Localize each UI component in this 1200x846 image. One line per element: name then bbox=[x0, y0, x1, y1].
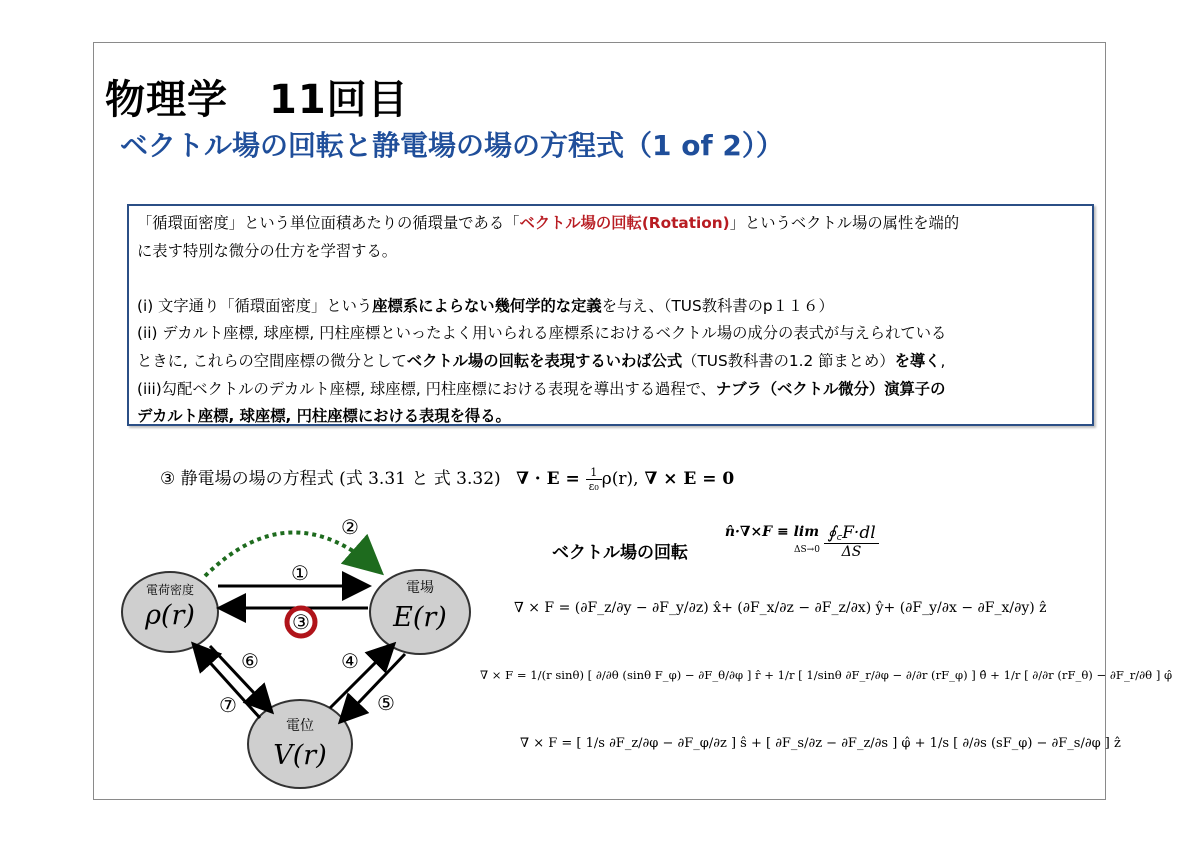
page-title: 物理学 11回目 bbox=[105, 77, 409, 123]
label-2: ② bbox=[341, 515, 359, 539]
summary-line-2: に表す特別な微分の仕方を学習する。 bbox=[137, 241, 398, 260]
summary-line-6: (iii)勾配ベクトルのデカルト座標, 球座標, 円柱座標における表現を導出する過程で、ナブラ（ベクトル微分）演算子の bbox=[137, 379, 946, 398]
field-equations-line: ③ 静電場の場の方程式 (式 3.31 と 式 3.32) ∇ · E = $\frac{1}{\text{ε₀}}$ ρ(r), ∇ × E = 0 bbox=[160, 465, 735, 493]
summary-box bbox=[127, 204, 1094, 426]
summary-line-3: (i) 文字通り「循環面密度」という座標系によらない幾何学的な定義を与え、（TUS教科書のp１１６） bbox=[137, 296, 834, 315]
curl-cylindrical: ∇ × F = [ 1/s ∂F_z/∂φ − ∂F_φ/∂z ] ŝ + [ ∂F_s/∂z − ∂F_z/∂s ] φ̂ + 1/s [ ∂/∂s (sF_φ) − ∂F_s/∂φ ] ẑ bbox=[520, 736, 1121, 751]
curl-spherical: ∇ × F = 1/(r sinθ) [ ∂/∂θ (sinθ F_φ) − ∂F_θ/∂φ ] r̂ + 1/r [ 1/sinθ ∂F_r/∂φ − ∂/∂r (rF_φ) ] θ̂ + 1/r [ ∂/∂r (rF_θ) − ∂F_r/∂θ ] φ̂ bbox=[480, 668, 1173, 682]
summary-line-7: デカルト座標, 球座標, 円柱座標における表現を得る。 bbox=[137, 407, 511, 426]
summary-line-5: ときに, これらの空間座標の微分としてベクトル場の回転を表現するいわば公式（TUS教科書の1.2 節まとめ）を導く, bbox=[137, 351, 946, 370]
v-symbol: V(r) bbox=[273, 740, 327, 771]
relation-diagram bbox=[110, 512, 480, 802]
e-label: 電場 bbox=[406, 580, 434, 596]
label-3: ③ bbox=[292, 610, 310, 634]
label-5: ⑤ bbox=[377, 691, 395, 715]
label-6: ⑥ bbox=[241, 649, 259, 673]
rho-label: 電荷密度 bbox=[145, 583, 195, 597]
v-label: 電位 bbox=[286, 718, 314, 734]
rho-symbol: ρ(r) bbox=[145, 600, 195, 631]
label-4: ④ bbox=[341, 649, 359, 673]
label-1: ① bbox=[291, 561, 309, 585]
summary-line-1: 「循環面密度」という単位面積あたりの循環量である「ベクトル場の回転(Rotation)」というベクトル場の属性を端的 bbox=[137, 214, 960, 232]
page-subtitle: ベクトル場の回転と静電場の場の方程式（1 of 2）） bbox=[120, 129, 784, 162]
label-7: ⑦ bbox=[219, 693, 237, 717]
rotation-label: ベクトル場の回転 bbox=[552, 543, 688, 563]
rotation-definition: n̂·∇×F ≡ lim ΔS→0 $\frac{∮꜀F\cdot dl}{\Delta S}$ bbox=[724, 520, 879, 560]
e-symbol: E(r) bbox=[393, 602, 447, 633]
highlight-rotation: ベクトル場の回転(Rotation) bbox=[519, 214, 730, 232]
summary-line-4: (ii) デカルト座標, 球座標, 円柱座標といったよく用いられる座標系におけるベクトル場の成分の表式が与えられている bbox=[137, 324, 947, 343]
curl-cartesian: ∇ × F = (∂F_z/∂y − ∂F_y/∂z) x̂+ (∂F_x/∂z − ∂F_z/∂x) ŷ+ (∂F_y/∂x − ∂F_x/∂y) ẑ bbox=[514, 600, 1047, 616]
